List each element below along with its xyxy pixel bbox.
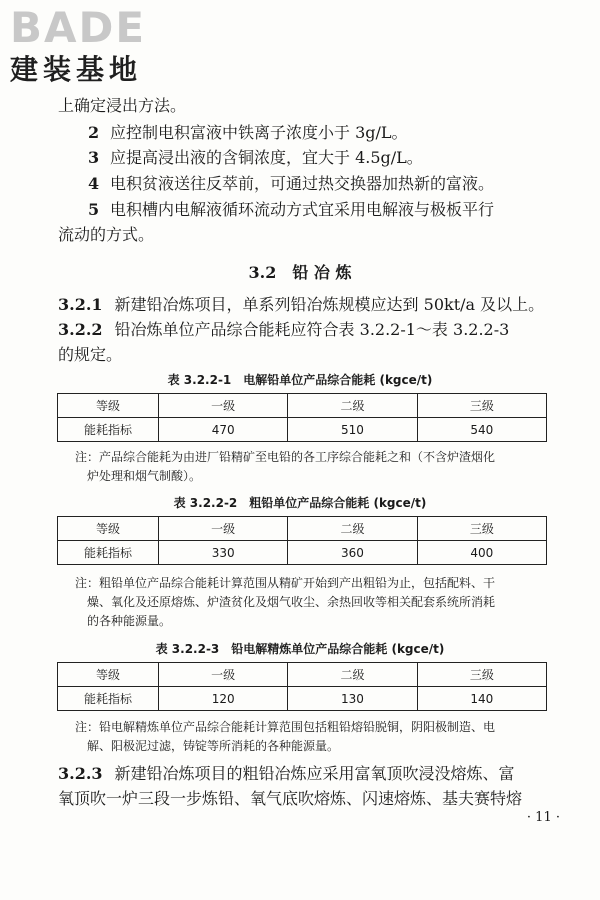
clause <box>58 764 515 784</box>
value-cell: 330 <box>159 541 288 565</box>
table-header-row <box>58 517 547 541</box>
item-number: 2 <box>88 123 100 142</box>
clause-number: 3.2.3 <box>58 764 103 783</box>
header-cell: 一级 <box>159 663 288 687</box>
note-line: 注：铅电解精炼单位产品综合能耗计算范围包括粗铅熔铅脱铜，阴阳极制造、电 <box>75 720 496 734</box>
item-number: 4 <box>88 174 100 193</box>
energy-table-3 <box>57 662 547 711</box>
list-item <box>88 148 423 168</box>
header-cell: 等级 <box>58 663 159 687</box>
table-row <box>58 418 547 442</box>
clause-text: 新建铅冶炼项目，单系列铅冶炼规模应达到 50kt/a 及以上。 <box>114 295 545 314</box>
header-cell: 等级 <box>58 394 159 418</box>
value-cell: 360 <box>288 541 417 565</box>
item-number: 3 <box>88 148 100 167</box>
item-text: 应提高浸出液的含铜浓度，宜大于 4.5g/L。 <box>110 148 423 167</box>
value-cell: 120 <box>159 687 288 711</box>
energy-table-1 <box>57 393 547 442</box>
value-cell: 130 <box>288 687 417 711</box>
note-line: 注：产品综合能耗为由进厂铅精矿至电铅的各工序综合能耗之和（不含炉渣烟化 <box>75 450 496 464</box>
row-label: 能耗指标 <box>58 418 159 442</box>
table-row <box>58 541 547 565</box>
table-caption: 表 3.2.2-2 粗铅单位产品综合能耗 (kgce/t) <box>173 496 427 510</box>
table-note <box>75 718 545 756</box>
intro-line: 上确定浸出方法。 <box>58 96 187 115</box>
page-number: · 11 · <box>526 810 560 825</box>
clause-number: 3.2.1 <box>58 295 103 314</box>
value-cell: 510 <box>288 418 417 442</box>
section-heading: 3.2 铅 冶 炼 <box>248 263 352 282</box>
header-cell: 二级 <box>288 394 417 418</box>
value-cell: 140 <box>417 687 546 711</box>
note-line: 燥、氧化及还原熔炼、炉渣贫化及烟气收尘、余热回收等相关配套系统所消耗 <box>87 595 496 609</box>
list-item <box>88 200 494 220</box>
clause-number: 3.2.2 <box>58 320 103 339</box>
table-note <box>75 574 545 631</box>
table-caption: 表 3.2.2-3 铅电解精炼单位产品综合能耗 (kgce/t) <box>155 642 445 656</box>
table-header-row <box>58 394 547 418</box>
list-item <box>88 123 408 143</box>
header-cell: 三级 <box>417 394 546 418</box>
clause-text: 铅冶炼单位产品综合能耗应符合表 3.2.2-1～表 3.2.2-3 <box>114 320 510 339</box>
logo-subtitle: 建装基地 <box>10 53 143 86</box>
logo-brand: BADE <box>10 3 147 52</box>
table-note <box>75 448 545 486</box>
energy-table-2 <box>57 516 547 565</box>
note-line: 炉处理和烟气制酸）。 <box>87 469 202 483</box>
item-number: 5 <box>88 200 100 219</box>
value-cell: 400 <box>417 541 546 565</box>
item-text-continued: 流动的方式。 <box>58 225 155 244</box>
item-text: 电积贫液送往反萃前，可通过热交换器加热新的富液。 <box>110 174 495 193</box>
clause-text: 新建铅冶炼项目的粗铅冶炼应采用富氧顶吹浸没熔炼、富 <box>114 764 515 783</box>
clause <box>58 320 509 340</box>
note-line: 注：粗铅单位产品综合能耗计算范围从精矿开始到产出粗铅为止，包括配料、干 <box>75 576 496 590</box>
note-line: 解、阳极泥过滤，铸锭等所消耗的各种能源量。 <box>87 739 340 753</box>
table-header-row <box>58 663 547 687</box>
value-cell: 540 <box>417 418 546 442</box>
header-cell: 一级 <box>159 517 288 541</box>
clause <box>58 295 544 315</box>
table-caption: 表 3.2.2-1 电解铅单位产品综合能耗 (kgce/t) <box>167 373 433 387</box>
value-cell: 470 <box>159 418 288 442</box>
site-logo <box>10 3 147 86</box>
row-label: 能耗指标 <box>58 687 159 711</box>
note-line: 的各种能源量。 <box>87 614 172 628</box>
row-label: 能耗指标 <box>58 541 159 565</box>
header-cell: 一级 <box>159 394 288 418</box>
clause-text-continued: 氧顶吹一炉三段一步炼铅、氧气底吹熔炼、闪速熔炼、基夫赛特熔 <box>58 789 523 808</box>
item-text: 应控制电积富液中铁离子浓度小于 3g/L。 <box>110 123 408 142</box>
header-cell: 二级 <box>288 663 417 687</box>
table-row <box>58 687 547 711</box>
header-cell: 三级 <box>417 663 546 687</box>
header-cell: 三级 <box>417 517 546 541</box>
header-cell: 二级 <box>288 517 417 541</box>
header-cell: 等级 <box>58 517 159 541</box>
list-item <box>88 174 494 194</box>
item-text: 电积槽内电解液循环流动方式宜采用电解液与极板平行 <box>110 200 495 219</box>
clause-text-continued: 的规定。 <box>58 345 123 364</box>
